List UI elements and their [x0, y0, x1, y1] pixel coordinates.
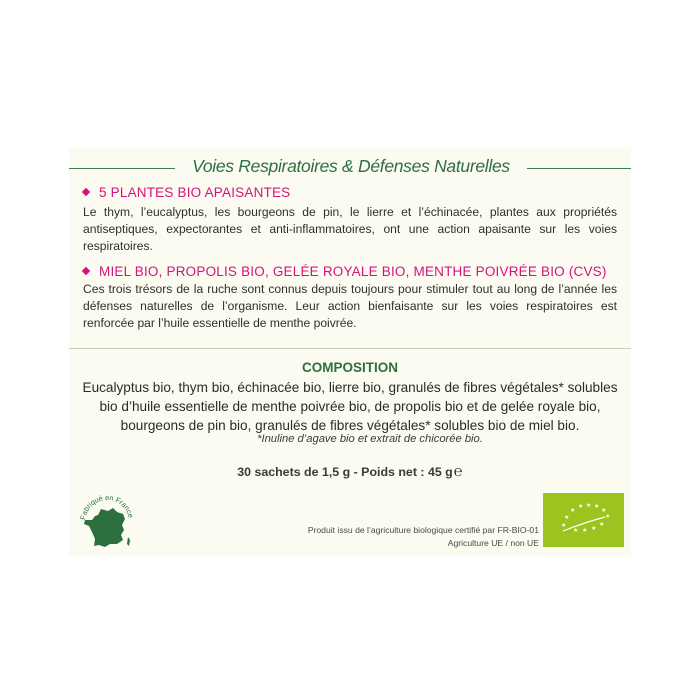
svg-text:★: ★	[564, 514, 570, 521]
svg-text:★: ★	[573, 527, 579, 534]
eu-organic-leaf-logo	[543, 493, 624, 547]
section-ruche-title-text: MIEL BIO, PROPOLIS BIO, GELÉE ROYALE BIO, MENTHE POIVRÉE BIO (CVS)	[99, 264, 607, 279]
france-map-icon	[77, 492, 137, 552]
svg-text:★: ★	[570, 507, 576, 514]
svg-text:★: ★	[561, 522, 567, 529]
package-info	[69, 463, 631, 480]
svg-text:★: ★	[599, 521, 605, 528]
svg-text:★: ★	[594, 503, 600, 510]
composition-text	[69, 378, 631, 435]
certification-line: Agriculture UE / non UE	[447, 538, 539, 548]
composition-line: Eucalyptus bio, thym bio, échinacée bio, lierre bio, granulés de fibres végétales* solubles	[82, 380, 618, 395]
estimated-sign-icon: ℮	[453, 463, 463, 480]
section-plantes-text: Le thym, l’eucalyptus, les bourgeons de pin, le lierre et l’échinacée, plantes aux propriétés antiseptiques, expectorantes et anti-inflammatoires, ont une action apaisante sur les voies respiratoires.	[83, 205, 617, 253]
svg-text:★: ★	[605, 513, 611, 520]
section-plantes-title-text: 5 PLANTES BIO APAISANTES	[99, 185, 291, 200]
section-separator	[69, 348, 631, 349]
composition-title: COMPOSITION	[301, 360, 398, 375]
certification-line: Produit issu de l’agriculture biologique certifié par FR-BIO-01	[307, 525, 539, 535]
header-title: Voies Respiratoires & Défenses Naturelles	[192, 156, 510, 176]
svg-text:★: ★	[582, 527, 588, 534]
france-badge-text: Fabriqué en France	[78, 492, 136, 521]
section-plantes-title	[83, 185, 290, 200]
svg-text:★: ★	[601, 507, 607, 514]
product-label-card	[69, 148, 631, 556]
package-text: 30 sachets de 1,5 g - Poids net : 45 g	[237, 465, 453, 479]
certification-text	[308, 524, 539, 550]
svg-text:★: ★	[578, 503, 584, 510]
svg-text:★: ★	[586, 502, 592, 509]
section-ruche-title	[83, 264, 607, 279]
svg-text:★: ★	[591, 525, 597, 532]
composition-line: bourgeons de pin bio, granulés de fibres végétales* solubles bio de miel bio.	[120, 418, 580, 433]
section-ruche-text: Ces trois trésors de la ruche sont connus depuis toujours pour stimuler tout au long de l’année les défenses naturelles de l’organisme. Leur action bienfaisante sur les voies respiratoires est renforcée par l’huile essentielle de menthe poivrée.	[83, 282, 617, 330]
header-rule-right	[527, 168, 631, 169]
diamond-bullet-icon	[82, 188, 90, 196]
composition-line: bio d’huile essentielle de menthe poivrée bio, de propolis bio et de gelée royale bio,	[99, 399, 601, 414]
composition-footnote: *Inuline d’agave bio et extrait de chicorée bio.	[257, 433, 483, 445]
header-rule-left	[69, 168, 175, 169]
diamond-bullet-icon	[82, 267, 90, 275]
